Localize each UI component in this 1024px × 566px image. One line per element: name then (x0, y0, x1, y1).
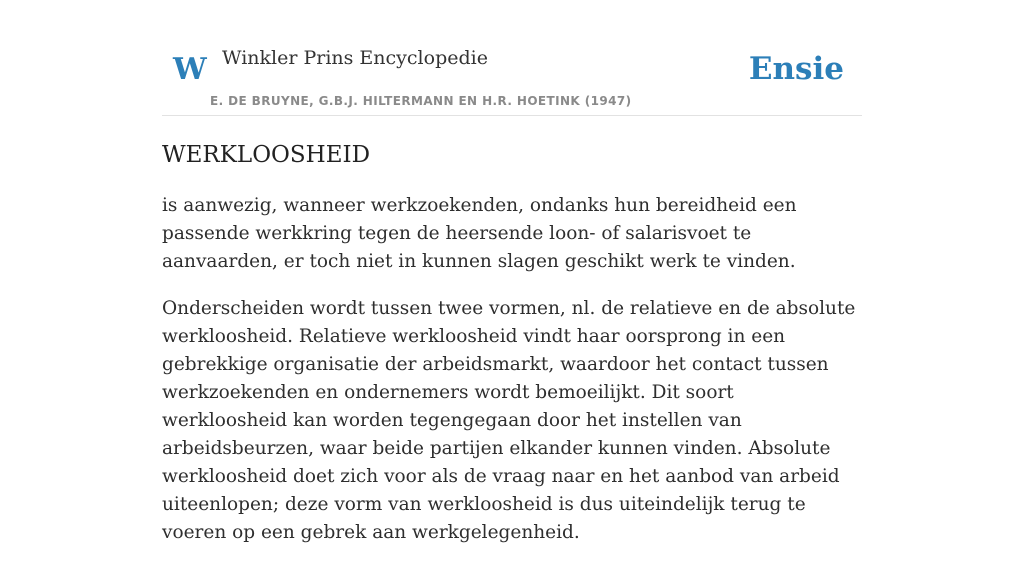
article-paragraph: is aanwezig, wanneer werkzoekenden, ondanks hun bereidheid een passende werkkring tegen de heersende loon- of salarisvoet te aanvaarden, er toch niet in kunnen slagen geschikt werk te vinden. (162, 195, 797, 272)
source-header (162, 0, 862, 116)
brand-logo[interactable]: Ensie (748, 51, 844, 87)
article-paragraph: Onderscheiden wordt tussen twee vormen, nl. de relatieve en de absolute werkloosheid. Relatieve werkloosheid vindt haar oorsprong in een gebrekkige organisatie der arbeidsmarkt, waardoor het contact tussen werkzoekenden en ondernemers wordt bemoeilijkt. Dit soort werkloosheid kan worden tegengegaan door het instellen van arbeidsbeurzen, waar beide partijen elkander kunnen vinden. Absolute werkloosheid doet zich voor als de vraag naar en het aanbod van arbeid uiteenlopen; deze vorm van werkloosheid is dus uiteindelijk terug te voeren op een gebrek aan werkgelegenheid. (162, 298, 856, 543)
source-authors: E. DE BRUYNE, G.B.J. HILTERMANN EN H.R. HOETINK (1947) (210, 94, 632, 108)
article-body (162, 192, 864, 566)
article-title: WERKLOOSHEID (162, 142, 371, 168)
source-logo[interactable]: W (173, 52, 207, 87)
source-title[interactable]: Winkler Prins Encyclopedie (222, 47, 488, 69)
